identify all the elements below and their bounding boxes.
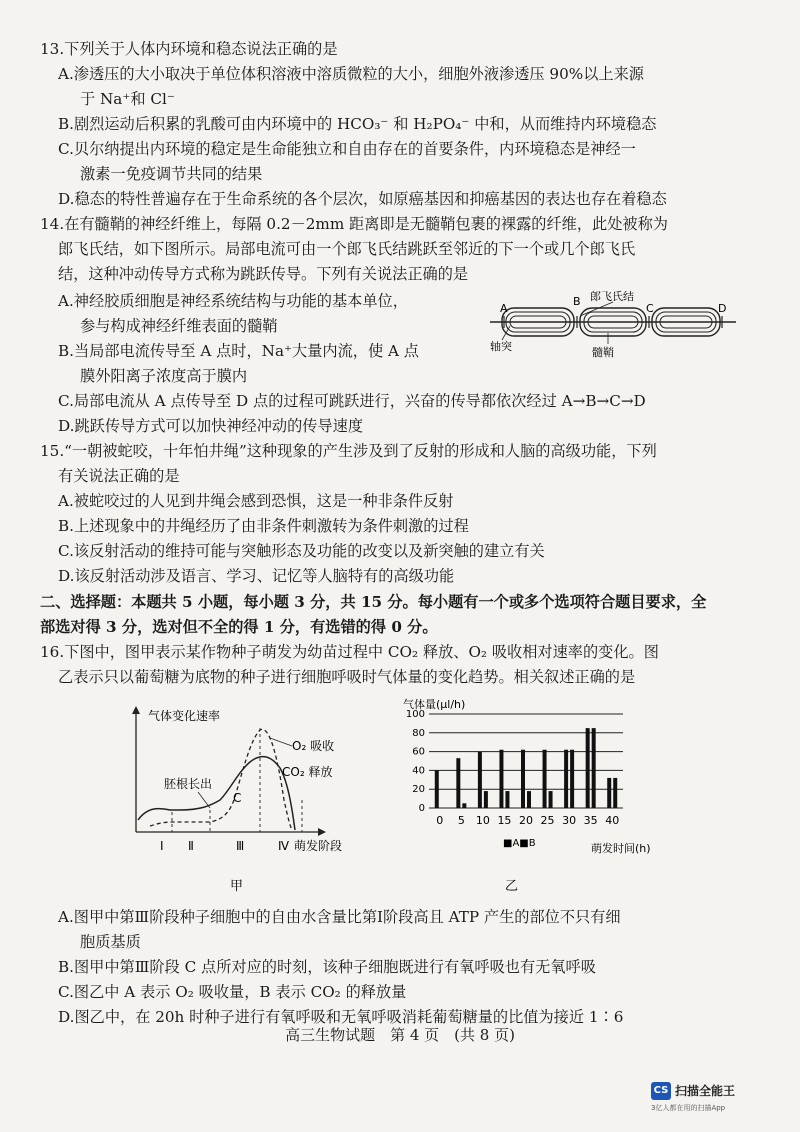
- yi-ytick-label: 20: [412, 784, 425, 796]
- yi-xtick-label: 20: [519, 814, 533, 827]
- yi-caption: 乙: [505, 879, 519, 894]
- jia-stage-1: Ⅰ: [160, 839, 164, 853]
- yi-ytick-label: 60: [412, 746, 425, 758]
- q13-option-d: D.稳态的特性普遍存在于生命系统的各个层次，如原癌基因和抑癌基因的表达也存在着稳态: [58, 190, 667, 208]
- jia-x-arrow: [318, 828, 326, 836]
- q16-option-d: D.图乙中，在 20h 时种子进行有氧呼吸和无氧呼吸消耗葡萄糖量的比值为接近 1∶6: [58, 1008, 624, 1026]
- jia-co2-label: CO₂ 释放: [282, 765, 333, 779]
- yi-bar-a: [564, 750, 568, 808]
- yi-xticks: [436, 814, 619, 827]
- yi-bar-a: [435, 770, 439, 808]
- q13-option-c: C.贝尔纳提出内环境的稳定是生命能独立和自由存在的首要条件，内环境稳态是神经一: [58, 140, 636, 158]
- yi-xtick-label: 35: [583, 814, 598, 827]
- q16-option-a-cont: 胞质基质: [80, 933, 141, 951]
- page-footer: 高三生物试题 第 4 页 (共 8 页): [285, 1026, 515, 1044]
- yi-bar-a: [521, 750, 525, 808]
- q13-option-a: A.渗透压的大小取决于单位体积溶液中溶质微粒的大小，细胞外液渗透压 90%以上来源: [58, 65, 644, 83]
- section2-heading-2: 部选对得 3 分，选对但不全的得 1 分，有选错的得 0 分。: [40, 618, 438, 636]
- jia-stage-3: Ⅲ: [236, 839, 245, 853]
- yi-ytick-label: 100: [405, 709, 425, 720]
- yi-bar-a: [586, 728, 590, 808]
- label-a: A: [500, 302, 508, 315]
- yi-bar-a: [478, 752, 482, 808]
- yi-bar-b: [462, 803, 466, 808]
- yi-bar-b: [527, 791, 531, 808]
- q16-option-a: A.图甲中第Ⅲ阶段种子细胞中的自由水含量比第Ⅰ阶段高且 ATP 产生的部位不只有细: [58, 908, 621, 926]
- q14-stem-3: 结，这种冲动传导方式称为跳跃传导。下列有关说法正确的是: [58, 265, 469, 283]
- yi-xtick-label: 10: [475, 814, 490, 827]
- label-b: B: [573, 295, 581, 308]
- figure-jia: [120, 700, 380, 900]
- yi-xtick-label: 30: [562, 814, 577, 827]
- q14-option-c: C.局部电流从 A 点传导至 D 点的过程可跳跃进行，兴奋的传导都依次经过 A→B→C→D: [58, 392, 646, 410]
- yi-xtick-label: 5: [457, 814, 465, 827]
- yi-bar-b: [549, 791, 553, 808]
- yi-bar-a: [499, 750, 503, 808]
- yi-ytick-label: 0: [418, 803, 425, 814]
- section2-heading-1: 二、选择题：本题共 5 小题，每小题 3 分，共 15 分。每小题有一个或多个选项符合题目要求，全: [40, 593, 707, 611]
- jia-ylabel: 气体变化速率: [148, 709, 221, 723]
- jia-root-pointer: [198, 792, 210, 808]
- yi-ytick-label: 40: [412, 765, 425, 777]
- cs-tagline: 3亿人都在用的扫描App: [651, 1104, 726, 1112]
- q16-stem-2: 乙表示只以葡萄糖为底物的种子进行细胞呼吸时气体量的变化趋势。相关叙述正确的是: [58, 668, 636, 686]
- jia-y-arrow: [132, 706, 140, 714]
- yi-ytick-label: 80: [412, 727, 425, 739]
- q14-option-d: D.跳跃传导方式可以加快神经冲动的传导速度: [58, 417, 364, 435]
- jia-caption: 甲: [230, 879, 244, 894]
- yi-bar-b: [592, 728, 596, 808]
- jia-o2-label: O₂ 吸收: [292, 739, 335, 753]
- q15-option-c: C.该反射活动的维持可能与突触形态及功能的改变以及新突触的建立有关: [58, 542, 545, 560]
- yi-bar-b: [505, 791, 509, 808]
- jia-root-label: 胚根长出: [164, 777, 213, 791]
- q14-stem-2: 郎飞氏结，如下图所示。局部电流可由一个郎飞氏结跳跃至邻近的下一个或几个郎飞氏: [58, 240, 636, 258]
- label-axon: 轴突: [490, 340, 512, 353]
- yi-bar-b: [613, 778, 617, 808]
- yi-bars: [435, 728, 617, 808]
- figure-yi-chart: [395, 694, 695, 904]
- label-myelin: 髓鞘: [592, 346, 614, 358]
- label-ranvier-node: 郎飞氏结: [590, 290, 634, 303]
- yi-bar-b: [570, 750, 574, 808]
- q15-option-b: B.上述现象中的井绳经历了由非条件刺激转为条件刺激的过程: [58, 517, 469, 535]
- jia-stage-2: Ⅱ: [188, 839, 194, 853]
- jia-stage-4: Ⅳ: [278, 839, 290, 853]
- q16-stem-1: 16.下图中，图甲表示某作物种子萌发为幼苗过程中 CO₂ 释放、O₂ 吸收相对速率的变化。图: [40, 643, 659, 661]
- nerve-fiber-figure: [488, 286, 738, 358]
- yi-xtick-label: 15: [497, 814, 512, 827]
- q13-option-c-cont: 激素一免疫调节共同的结果: [80, 165, 263, 183]
- q13-stem: 13.下列关于人体内环境和稳态说法正确的是: [40, 40, 338, 58]
- q15-stem-2: 有关说法正确的是: [58, 467, 180, 485]
- yi-legend: ■A■B: [503, 838, 536, 849]
- yi-bar-a: [543, 750, 547, 808]
- cs-app-name: 扫描全能王: [675, 1084, 736, 1098]
- yi-xlabel: 萌发时间(h): [591, 842, 651, 855]
- yi-xtick-label: 40: [605, 814, 620, 827]
- q14-option-a: A.神经胶质细胞是神经系统结构与功能的基本单位，: [58, 292, 408, 310]
- yi-ylabel: 气体量(μl/h): [403, 698, 466, 711]
- q13-option-a-cont: 于 Na⁺和 Cl⁻: [80, 90, 175, 108]
- scanner-watermark: [651, 1082, 771, 1122]
- jia-o2-pointer: [270, 738, 292, 746]
- cs-logo-icon: CS: [651, 1082, 671, 1100]
- q14-option-b-cont: 膜外阳离子浓度高于膜内: [80, 367, 248, 385]
- q14-stem-1: 14.在有髓鞘的神经纤维上，每隔 0.2－2mm 距离即是无髓鞘包裹的裸露的纤维，此处被称为: [40, 215, 668, 233]
- q14-option-a-cont: 参与构成神经纤维表面的髓鞘: [80, 317, 278, 335]
- jia-xlabel: 萌发阶段: [294, 839, 343, 853]
- jia-point-c: C: [233, 791, 242, 805]
- yi-xtick-label: 25: [540, 814, 555, 827]
- yi-bar-a: [456, 758, 460, 808]
- q16-option-c: C.图乙中 A 表示 O₂ 吸收量，B 表示 CO₂ 的释放量: [58, 983, 407, 1001]
- q13-option-b: B.剧烈运动后积累的乳酸可由内环境中的 HCO₃⁻ 和 H₂PO₄⁻ 中和，从而维持内环境稳态: [58, 115, 657, 133]
- q15-option-d: D.该反射活动涉及语言、学习、记忆等人脑特有的高级功能: [58, 567, 455, 585]
- jia-co2-curve: [138, 757, 295, 830]
- q15-option-a: A.被蛇咬过的人见到井绳会感到恐惧，这是一种非条件反射: [58, 492, 454, 510]
- yi-bar-a: [607, 778, 611, 808]
- q15-stem-1: 15.“一朝被蛇咬，十年怕井绳”这种现象的产生涉及到了反射的形成和人脑的高级功能，下列: [40, 442, 657, 460]
- yi-bar-b: [484, 791, 488, 808]
- node-pointer: [580, 302, 613, 316]
- yi-xtick-label: 0: [436, 814, 444, 827]
- label-c: C: [646, 302, 654, 315]
- label-d: D: [718, 302, 727, 315]
- q16-option-b: B.图甲中第Ⅲ阶段 C 点所对应的时刻，该种子细胞既进行有氧呼吸也有无氧呼吸: [58, 958, 596, 976]
- q14-option-b: B.当局部电流传导至 A 点时，Na⁺大量内流，使 A 点: [58, 342, 419, 360]
